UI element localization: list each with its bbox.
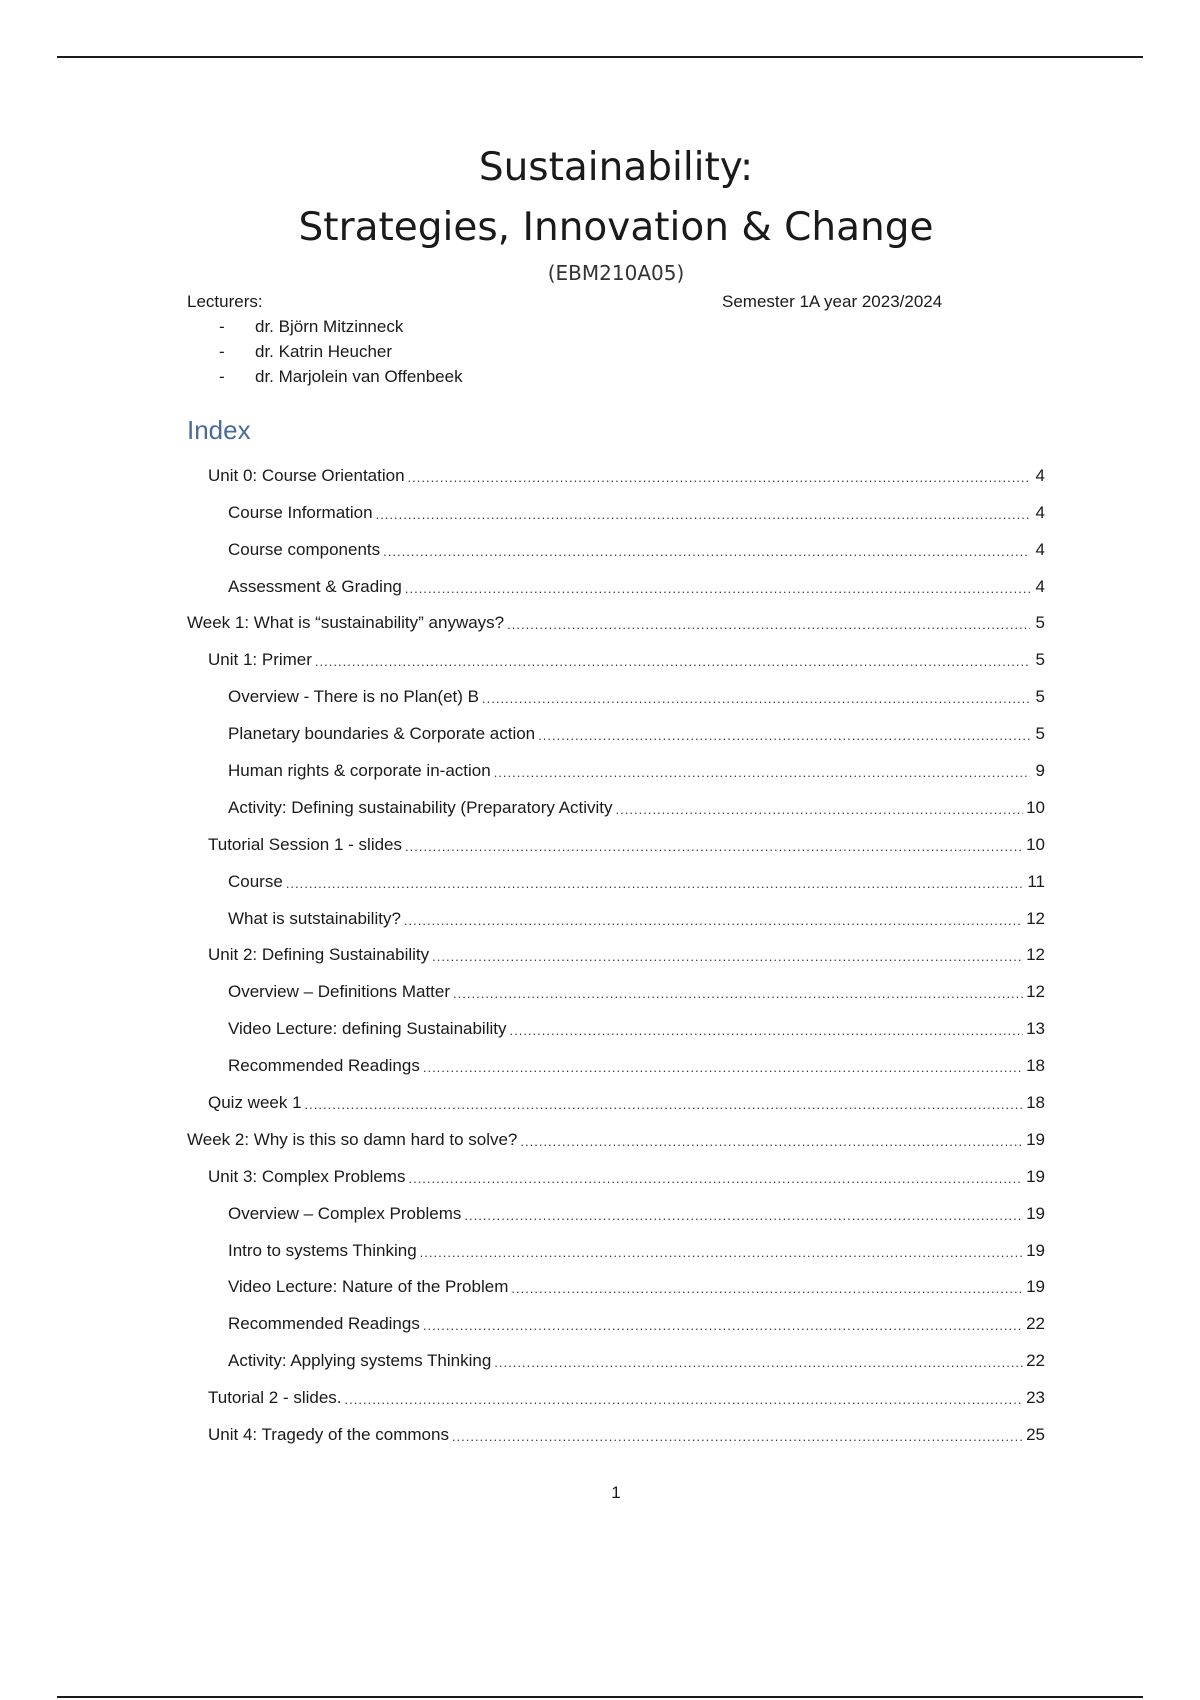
toc-entry-page: 19 [1026,1129,1045,1149]
toc-entry[interactable] [187,930,1045,967]
toc-entry[interactable] [187,450,1045,487]
toc-dot-leader [507,616,1030,634]
toc-dot-leader [511,1280,1023,1298]
course-code: (EBM210A05) [547,261,685,285]
lecturer-item [187,314,463,339]
toc-entry-page: 4 [1035,502,1045,522]
toc-entry[interactable] [187,1188,1045,1225]
toc-dot-leader [432,948,1023,966]
toc-dot-leader [423,1059,1023,1077]
toc-entry-page: 13 [1026,1019,1045,1039]
toc-entry-title: Activity: Defining sustainability (Preparatory Activity [228,797,613,817]
toc-entry-title: What is sutstainability? [228,908,401,928]
toc-entry-page: 19 [1026,1240,1045,1260]
toc-dot-leader [453,985,1023,1003]
toc-entry[interactable] [187,1335,1045,1372]
toc-entry-page: 22 [1026,1314,1045,1334]
toc-entry[interactable] [187,1003,1045,1040]
toc-entry-page: 12 [1026,908,1045,928]
document-title-line-2: Strategies, Innovation & Change [298,205,934,250]
toc-entry-title: Week 1: What is “sustainability” anyways? [187,613,505,633]
toc-entry-title: Overview – Definitions Matter [228,982,451,1002]
toc-entry-title: Activity: Applying systems Thinking [228,1351,492,1371]
toc-entry[interactable] [187,634,1045,671]
toc-dot-leader [305,1096,1024,1114]
toc-entry-page: 10 [1026,834,1045,854]
toc-dot-leader [520,1133,1023,1151]
toc-entry-title: Video Lecture: defining Sustainability [228,1019,507,1039]
toc-dot-leader [509,1022,1023,1040]
lecturer-item [187,339,463,364]
toc-entry-page: 22 [1026,1351,1045,1371]
toc-entry-page: 25 [1026,1425,1045,1445]
toc-entry-page: 23 [1026,1388,1045,1408]
toc-entry-title: Overview - There is no Plan(et) B [228,687,479,707]
toc-entry-page: 4 [1035,539,1045,559]
toc-entry-title: Week 2: Why is this so damn hard to solve? [187,1129,518,1149]
toc-entry-page: 12 [1026,982,1045,1002]
toc-entry-title: Tutorial 2 - slides. [208,1388,342,1408]
toc-entry-page: 12 [1026,945,1045,965]
toc-entry-title: Assessment & Grading [228,576,402,596]
page-number: 1 [611,1483,621,1502]
lecturers-label: Lecturers: [187,292,263,311]
toc-entry-page: 5 [1035,650,1045,670]
toc-dot-leader [405,838,1023,856]
toc-entry-page: 9 [1035,761,1045,781]
toc-entry[interactable] [187,782,1045,819]
toc-entry-page: 10 [1026,797,1045,817]
toc-entry[interactable] [187,524,1045,561]
toc-entry-page: 5 [1035,724,1045,744]
table-of-contents [187,450,1045,1446]
toc-entry-title: Overview – Complex Problems [228,1203,462,1223]
toc-entry-page: 5 [1035,613,1045,633]
toc-entry-title: Video Lecture: Nature of the Problem [228,1277,509,1297]
header-rule [57,56,1143,58]
lecturer-name: dr. Marjolein van Offenbeek [255,367,463,386]
toc-entry[interactable] [187,745,1045,782]
toc-entry-title: Quiz week 1 [208,1093,302,1113]
toc-entry-title: Recommended Readings [228,1056,420,1076]
toc-entry[interactable] [187,671,1045,708]
toc-dot-leader [315,653,1030,671]
toc-entry-page: 11 [1027,871,1045,891]
lecturer-list [187,314,463,389]
list-bullet: - [219,342,225,361]
lecturer-name: dr. Björn Mitzinneck [255,317,404,336]
toc-entry-title: Unit 1: Primer [208,650,312,670]
toc-dot-leader [464,1207,1023,1225]
lecturer-item [187,364,463,389]
toc-entry[interactable] [187,1225,1045,1262]
toc-dot-leader [383,543,1030,561]
toc-dot-leader [494,1354,1023,1372]
toc-entry-title: Recommended Readings [228,1314,420,1334]
toc-entry-title: Course Information [228,502,373,522]
list-bullet: - [219,367,225,386]
toc-entry-title: Human rights & corporate in-action [228,761,491,781]
toc-dot-leader [404,912,1023,930]
toc-dot-leader [452,1428,1023,1446]
toc-entry-page: 4 [1035,576,1045,596]
toc-dot-leader [376,506,1030,524]
toc-entry[interactable] [187,1040,1045,1077]
toc-dot-leader [482,690,1030,708]
toc-entry-page: 19 [1026,1166,1045,1186]
toc-entry-title: Tutorial Session 1 - slides [208,834,403,854]
toc-entry[interactable] [187,598,1045,635]
toc-entry[interactable] [187,561,1045,598]
toc-dot-leader [494,764,1030,782]
toc-entry-title: Unit 2: Defining Sustainability [208,945,430,965]
toc-entry-title: Intro to systems Thinking [228,1240,417,1260]
toc-entry[interactable] [187,1262,1045,1299]
toc-dot-leader [405,580,1030,598]
toc-entry-title: Unit 3: Complex Problems [208,1166,406,1186]
toc-dot-leader [420,1244,1023,1262]
toc-entry-page: 18 [1026,1056,1045,1076]
toc-entry[interactable] [187,1114,1045,1151]
footer-rule [57,1696,1143,1698]
toc-entry[interactable] [187,966,1045,1003]
toc-entry[interactable] [187,1077,1045,1114]
toc-entry[interactable] [187,893,1045,930]
document-title-line-1: Sustainability: [478,145,754,190]
toc-entry[interactable] [187,1151,1045,1188]
toc-entry[interactable] [187,708,1045,745]
toc-dot-leader [538,727,1030,745]
toc-entry[interactable] [187,1298,1045,1335]
lecturer-name: dr. Katrin Heucher [255,342,393,361]
toc-entry-page: 19 [1026,1277,1045,1297]
title-block [0,138,1200,286]
toc-entry[interactable] [187,1409,1045,1446]
toc-dot-leader [408,1170,1023,1188]
toc-entry[interactable] [187,1372,1045,1409]
toc-dot-leader [408,469,1030,487]
index-heading: Index [187,415,251,445]
toc-entry-title: Planetary boundaries & Corporate action [228,724,536,744]
toc-entry-page: 19 [1026,1203,1045,1223]
toc-dot-leader [423,1317,1023,1335]
toc-entry-title: Unit 4: Tragedy of the commons [208,1425,449,1445]
toc-dot-leader [286,875,1025,893]
toc-entry[interactable] [187,856,1045,893]
toc-dot-leader [616,801,1024,819]
toc-entry-title: Course [228,871,283,891]
toc-entry-page: 4 [1035,465,1045,485]
toc-entry-title: Course components [228,539,381,559]
toc-dot-leader [345,1391,1024,1409]
lecturers-section [187,289,463,389]
semester-label: Semester 1A year 2023/2024 [722,292,943,311]
list-bullet: - [219,317,225,336]
toc-entry[interactable] [187,487,1045,524]
toc-entry[interactable] [187,819,1045,856]
toc-entry-page: 5 [1035,687,1045,707]
toc-entry-title: Unit 0: Course Orientation [208,465,405,485]
toc-entry-page: 18 [1026,1093,1045,1113]
